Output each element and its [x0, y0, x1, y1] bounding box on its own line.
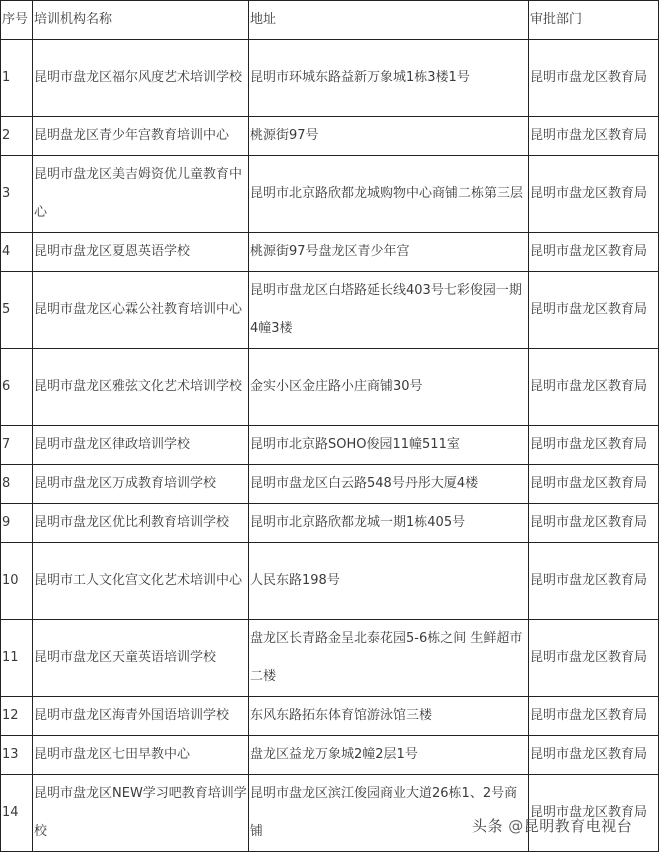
cell-no: 6 — [1, 349, 33, 426]
table-row — [1, 233, 659, 272]
cell-no: 9 — [1, 504, 33, 543]
cell-name: 昆明市盘龙区优比利教育培训学校 — [33, 504, 249, 543]
header-name: 培训机构名称 — [33, 1, 249, 40]
watermark-at: @ — [508, 817, 524, 835]
cell-name: 昆明市盘龙区夏恩英语学校 — [33, 233, 249, 272]
cell-no: 13 — [1, 736, 33, 775]
cell-address: 昆明市盘龙区滨江俊园商业大道26栋1、2号商铺 — [249, 775, 529, 852]
cell-address: 桃源街97号盘龙区青少年宫 — [249, 233, 529, 272]
table-row — [1, 775, 659, 852]
cell-dept: 昆明市盘龙区教育局 — [529, 272, 659, 349]
table-header-row — [1, 1, 659, 40]
cell-address: 昆明市环城东路益新万象城1栋3楼1号 — [249, 40, 529, 117]
cell-name: 昆明市盘龙区美吉姆资优儿童教育中心 — [33, 156, 249, 233]
table-row — [1, 349, 659, 426]
source-watermark — [472, 815, 632, 836]
cell-no: 14 — [1, 775, 33, 852]
table-row — [1, 620, 659, 697]
table-row — [1, 504, 659, 543]
cell-dept: 昆明市盘龙区教育局 — [529, 504, 659, 543]
cell-name: 昆明市盘龙区海青外国语培训学校 — [33, 697, 249, 736]
cell-no: 10 — [1, 543, 33, 620]
cell-name: 昆明盘龙区青少年宫教育培训中心 — [33, 117, 249, 156]
cell-name: 昆明市盘龙区七田早教中心 — [33, 736, 249, 775]
cell-address: 昆明市北京路欣都龙城购物中心商铺二栋第三层 — [249, 156, 529, 233]
cell-name: 昆明市盘龙区万成教育培训学校 — [33, 465, 249, 504]
table-row — [1, 426, 659, 465]
table-row — [1, 156, 659, 233]
cell-no: 2 — [1, 117, 33, 156]
cell-dept: 昆明市盘龙区教育局 — [529, 697, 659, 736]
header-no: 序号 — [1, 1, 33, 40]
cell-dept: 昆明市盘龙区教育局 — [529, 620, 659, 697]
cell-address: 人民东路198号 — [249, 543, 529, 620]
cell-address: 东风东路拓东体育馆游泳馆三楼 — [249, 697, 529, 736]
watermark-prefix: 头条 — [472, 817, 504, 835]
cell-dept: 昆明市盘龙区教育局 — [529, 40, 659, 117]
cell-name: 昆明市盘龙区福尔风度艺术培训学校 — [33, 40, 249, 117]
cell-name: 昆明市盘龙区雅弦文化艺术培训学校 — [33, 349, 249, 426]
cell-name: 昆明市盘龙区律政培训学校 — [33, 426, 249, 465]
cell-address: 盘龙区长青路金呈北泰花园5-6栋之间 生鲜超市二楼 — [249, 620, 529, 697]
cell-no: 4 — [1, 233, 33, 272]
cell-address: 盘龙区益龙万象城2幢2层1号 — [249, 736, 529, 775]
cell-dept: 昆明市盘龙区教育局 — [529, 426, 659, 465]
cell-dept: 昆明市盘龙区教育局 — [529, 117, 659, 156]
table-row — [1, 697, 659, 736]
cell-dept: 昆明市盘龙区教育局 — [529, 233, 659, 272]
table-row — [1, 736, 659, 775]
cell-address: 桃源街97号 — [249, 117, 529, 156]
cell-dept: 昆明市盘龙区教育局 — [529, 465, 659, 504]
cell-no: 3 — [1, 156, 33, 233]
table-row — [1, 40, 659, 117]
cell-name: 昆明市盘龙区天童英语培训学校 — [33, 620, 249, 697]
cell-dept: 昆明市盘龙区教育局 — [529, 349, 659, 426]
cell-no: 8 — [1, 465, 33, 504]
cell-dept: 昆明市盘龙区教育局 — [529, 543, 659, 620]
cell-no: 5 — [1, 272, 33, 349]
table-row — [1, 272, 659, 349]
header-dept: 审批部门 — [529, 1, 659, 40]
table-row — [1, 465, 659, 504]
cell-no: 7 — [1, 426, 33, 465]
cell-name: 昆明市盘龙区NEW学习吧教育培训学校 — [33, 775, 249, 852]
table-row — [1, 543, 659, 620]
cell-no: 1 — [1, 40, 33, 117]
cell-address: 昆明市盘龙区白塔路延长线403号七彩俊园一期4幢3楼 — [249, 272, 529, 349]
cell-address: 昆明市盘龙区白云路548号丹彤大厦4楼 — [249, 465, 529, 504]
cell-address: 昆明市北京路SOHO俊园11幢511室 — [249, 426, 529, 465]
cell-dept: 昆明市盘龙区教育局 — [529, 775, 659, 852]
cell-no: 11 — [1, 620, 33, 697]
cell-address: 金实小区金庄路小庄商铺30号 — [249, 349, 529, 426]
cell-dept: 昆明市盘龙区教育局 — [529, 156, 659, 233]
watermark-account: 昆明教育电视台 — [523, 817, 633, 835]
cell-name: 昆明市工人文化宫文化艺术培训中心 — [33, 543, 249, 620]
table-row — [1, 117, 659, 156]
cell-name: 昆明市盘龙区心霖公社教育培训中心 — [33, 272, 249, 349]
cell-address: 昆明市北京路欣都龙城一期1栋405号 — [249, 504, 529, 543]
cell-dept: 昆明市盘龙区教育局 — [529, 736, 659, 775]
cell-no: 12 — [1, 697, 33, 736]
header-address: 地址 — [249, 1, 529, 40]
